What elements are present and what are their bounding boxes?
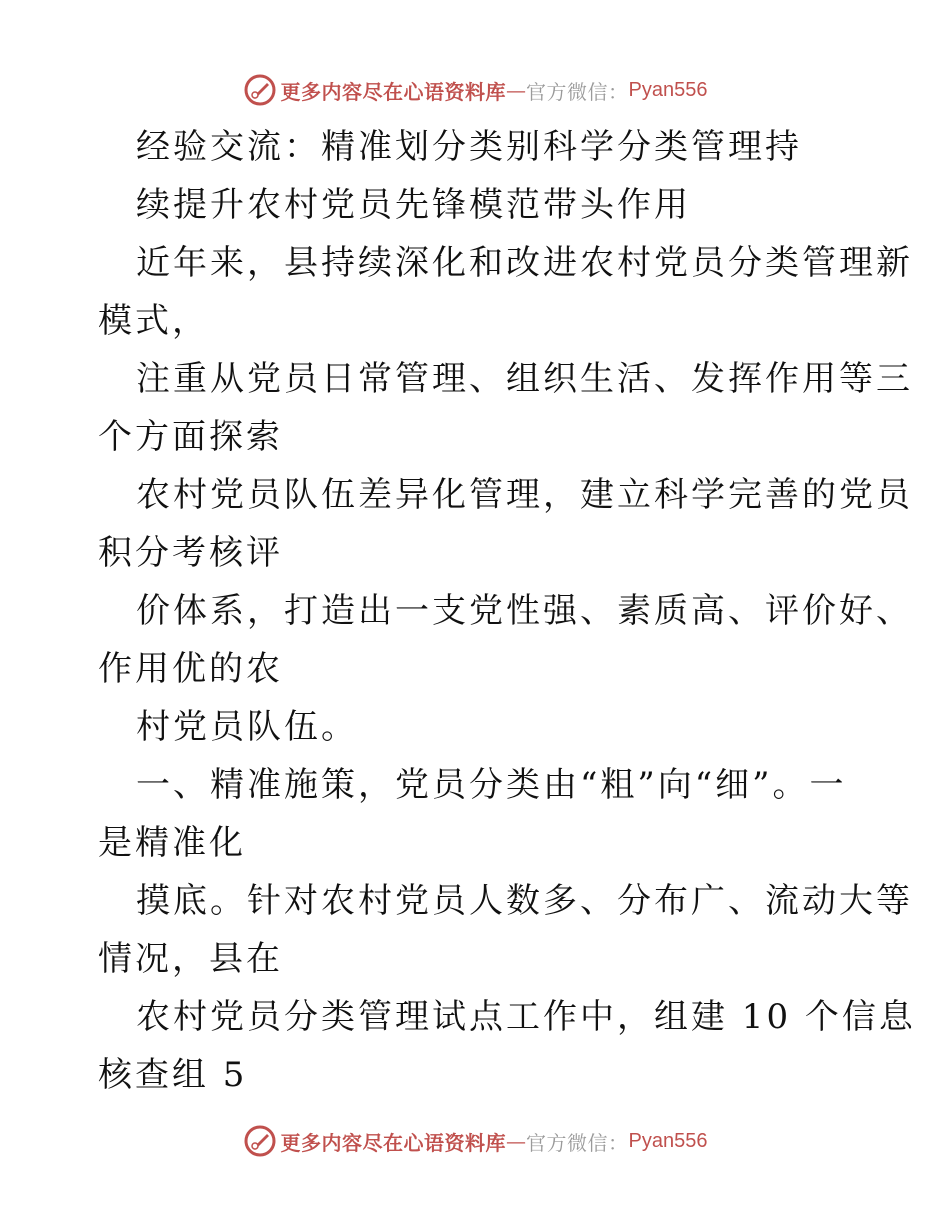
body-paragraph	[98, 756, 858, 872]
pen-logo-icon	[243, 73, 277, 107]
body-paragraph	[98, 234, 913, 350]
watermark-label: 官方微信：	[526, 1130, 629, 1155]
text-line: 是精准化	[98, 823, 246, 863]
title-paragraph	[98, 118, 858, 234]
body-paragraph	[98, 872, 913, 988]
text-line: 作用优的农	[98, 649, 283, 689]
text-line: 模式，	[98, 301, 209, 341]
footer-watermark	[0, 1121, 950, 1161]
watermark-text: 更多内容尽在心语资料库	[280, 1130, 507, 1155]
text-line: 农村党员分类管理试点工作中，组建 10 个信息	[136, 997, 916, 1037]
pen-logo-icon	[243, 1124, 277, 1158]
text-line: 价体系，打造出一支党性强、素质高、评价好、	[136, 591, 913, 631]
watermark-label: 官方微信：	[526, 79, 629, 104]
text-line: 个方面探索	[98, 417, 283, 457]
text-line: 摸底。针对农村党员人数多、分布广、流动大等	[136, 881, 913, 921]
text-line: 续提升农村党员先锋模范带头作用	[136, 185, 691, 225]
text-line: 一、精准施策，党员分类由“粗”向“细”。一	[136, 765, 847, 805]
text-line: 经验交流：精准划分类别科学分类管理持	[136, 127, 802, 167]
watermark-dash: —	[506, 1129, 527, 1153]
watermark-id: Pyan556	[628, 1129, 708, 1152]
watermark-dash: —	[506, 78, 527, 102]
text-line: 积分考核评	[98, 533, 283, 573]
body-paragraph	[98, 350, 913, 466]
document-body	[98, 118, 916, 1104]
text-line: 近年来，县持续深化和改进农村党员分类管理新	[136, 243, 913, 283]
text-line: 农村党员队伍差异化管理，建立科学完善的党员	[136, 475, 913, 515]
watermark-text: 更多内容尽在心语资料库	[280, 79, 507, 104]
body-paragraph	[98, 698, 858, 756]
text-line: 注重从党员日常管理、组织生活、发挥作用等三	[136, 359, 913, 399]
body-paragraph	[98, 582, 913, 698]
body-paragraph	[98, 466, 913, 582]
body-paragraph	[98, 988, 916, 1104]
watermark-id: Pyan556	[628, 78, 708, 101]
text-line: 核查组 5	[98, 1055, 248, 1095]
text-line: 村党员队伍。	[136, 707, 358, 747]
text-line: 情况，县在	[98, 939, 283, 979]
header-watermark	[0, 70, 950, 110]
